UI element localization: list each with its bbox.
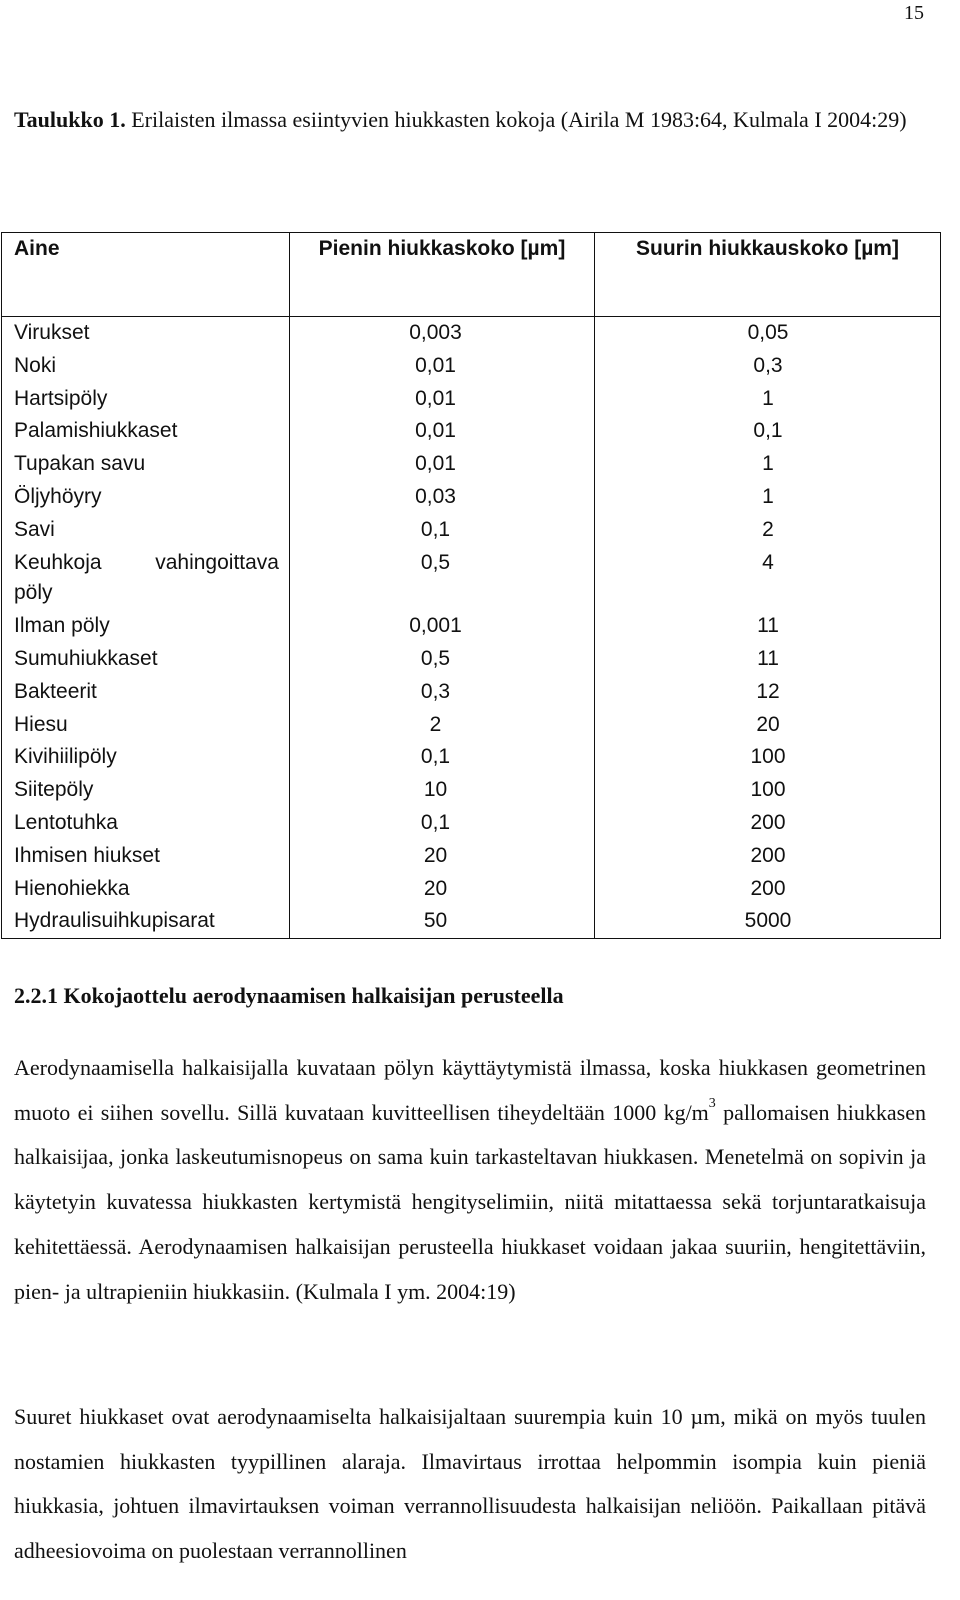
cell-max-size: 4 <box>595 547 941 611</box>
cell-substance: Virukset <box>2 317 290 350</box>
table-row <box>2 514 941 547</box>
cell-substance: Hiesu <box>2 709 290 742</box>
cell-max-size: 200 <box>595 807 941 840</box>
cell-max-size: 2 <box>595 514 941 547</box>
cell-max-size: 0,3 <box>595 350 941 383</box>
cell-min-size: 20 <box>290 840 595 873</box>
table-header-row <box>2 233 941 317</box>
cell-max-size: 5000 <box>595 905 941 938</box>
table-body <box>2 317 941 939</box>
table-row <box>2 383 941 416</box>
superscript: 3 <box>708 1096 716 1112</box>
cell-substance: Ihmisen hiukset <box>2 840 290 873</box>
cell-min-size: 0,003 <box>290 317 595 350</box>
table-row <box>2 448 941 481</box>
cell-substance: Noki <box>2 350 290 383</box>
cell-min-size: 0,5 <box>290 643 595 676</box>
table-row <box>2 415 941 448</box>
cell-min-size: 50 <box>290 905 595 938</box>
cell-min-size: 0,01 <box>290 448 595 481</box>
cell-substance: Bakteerit <box>2 676 290 709</box>
table-row <box>2 610 941 643</box>
table-row <box>2 350 941 383</box>
table-caption-text: Erilaisten ilmassa esiintyvien hiukkasten kokoja (Airila M 1983:64, Kulmala I 2004:29) <box>125 107 907 132</box>
cell-min-size: 0,5 <box>290 547 595 611</box>
cell-min-size: 0,01 <box>290 415 595 448</box>
cell-max-size: 100 <box>595 774 941 807</box>
table-row <box>2 774 941 807</box>
table-row <box>2 873 941 906</box>
table-row <box>2 741 941 774</box>
cell-min-size: 0,001 <box>290 610 595 643</box>
cell-min-size: 0,01 <box>290 383 595 416</box>
cell-substance: Öljyhöyry <box>2 481 290 514</box>
cell-max-size: 1 <box>595 383 941 416</box>
paragraph-aerodynamic-diameter <box>14 1046 926 1314</box>
table-row <box>2 905 941 938</box>
table-row <box>2 676 941 709</box>
cell-min-size: 0,1 <box>290 807 595 840</box>
cell-substance-line: Keuhkoja vahingoittava <box>14 550 279 574</box>
cell-min-size: 2 <box>290 709 595 742</box>
header-max-size: Suurin hiukkauskoko [µm] <box>595 233 941 317</box>
section-heading: 2.2.1 Kokojaottelu aerodynaamisen halkaisijan perusteella <box>14 983 564 1008</box>
cell-max-size: 12 <box>595 676 941 709</box>
cell-max-size: 11 <box>595 643 941 676</box>
cell-min-size: 20 <box>290 873 595 906</box>
header-substance: Aine <box>2 233 290 317</box>
cell-substance: Ilman pöly <box>2 610 290 643</box>
cell-substance: Savi <box>2 514 290 547</box>
cell-substance: Hienohiekka <box>2 873 290 906</box>
cell-substance <box>2 547 290 611</box>
cell-substance: Palamishiukkaset <box>2 415 290 448</box>
table-caption-label: Taulukko 1. <box>14 107 126 132</box>
table-row <box>2 547 941 611</box>
paragraph-text: Aerodynaamisella halkaisijalla kuvataan pölyn käyttäytymistä ilmassa, koska hiukkasen geometrinen muoto ei siihen sovellu. Sillä kuvataan kuvitteellisen tiheydeltään 1000 kg/m <box>14 1055 926 1125</box>
table-row <box>2 643 941 676</box>
cell-substance: Tupakan savu <box>2 448 290 481</box>
table-row <box>2 807 941 840</box>
cell-max-size: 200 <box>595 873 941 906</box>
cell-substance: Hartsipöly <box>2 383 290 416</box>
paragraph-large-particles: Suuret hiukkaset ovat aerodynaamiselta halkaisijaltaan suurempia kuin 10 µm, mikä on myös tuulen nostamien hiukkasten tyypillinen alaraja. Ilmavirtaus irrottaa helpommin isompia kuin pieniä hiukkasia, johtuen ilmavirtauksen voiman verrannollisuudesta halkaisijan neliöön. Paikallaan pitävä adheesiovoima on puolestaan verrannollinen <box>14 1404 926 1564</box>
cell-min-size: 0,1 <box>290 514 595 547</box>
cell-max-size: 100 <box>595 741 941 774</box>
cell-max-size: 1 <box>595 481 941 514</box>
cell-min-size: 0,3 <box>290 676 595 709</box>
cell-max-size: 200 <box>595 840 941 873</box>
header-min-size: Pienin hiukkaskoko [µm] <box>290 233 595 317</box>
cell-substance: Sumuhiukkaset <box>2 643 290 676</box>
table-row <box>2 317 941 350</box>
cell-substance: Siitepöly <box>2 774 290 807</box>
cell-max-size: 0,1 <box>595 415 941 448</box>
page-number: 15 <box>904 2 924 24</box>
table-row <box>2 481 941 514</box>
cell-min-size: 0,1 <box>290 741 595 774</box>
cell-min-size: 0,01 <box>290 350 595 383</box>
cell-max-size: 11 <box>595 610 941 643</box>
cell-max-size: 1 <box>595 448 941 481</box>
cell-min-size: 10 <box>290 774 595 807</box>
cell-substance-line: pöly <box>14 581 53 605</box>
table-row <box>2 709 941 742</box>
cell-substance: Kivihiilipöly <box>2 741 290 774</box>
paragraph-text-continued: pallomaisen hiukkasen halkaisijaa, jonka laskeutumisnopeus on sama kuin tarkasteltavan hiukkasen. Menetelmä on sopivin ja käytetyin kuvatessa hiukkasten kertymistä hengityselimiin, niitä mitattaessa sekä torjuntaratkaisuja kehitettäessä. Aerodynaamisen halkaisijan perusteella hiukkaset voidaan jakaa suuriin, hengitettäviin, pien- ja ultrapieniin hiukkasiin. (Kulmala I ym. 2004:19) <box>14 1099 926 1304</box>
table-caption <box>14 98 944 142</box>
cell-max-size: 20 <box>595 709 941 742</box>
particle-size-table <box>1 232 941 939</box>
table-row <box>2 840 941 873</box>
cell-substance: Hydraulisuihkupisarat <box>2 905 290 938</box>
cell-max-size: 0,05 <box>595 317 941 350</box>
cell-substance: Lentotuhka <box>2 807 290 840</box>
cell-min-size: 0,03 <box>290 481 595 514</box>
